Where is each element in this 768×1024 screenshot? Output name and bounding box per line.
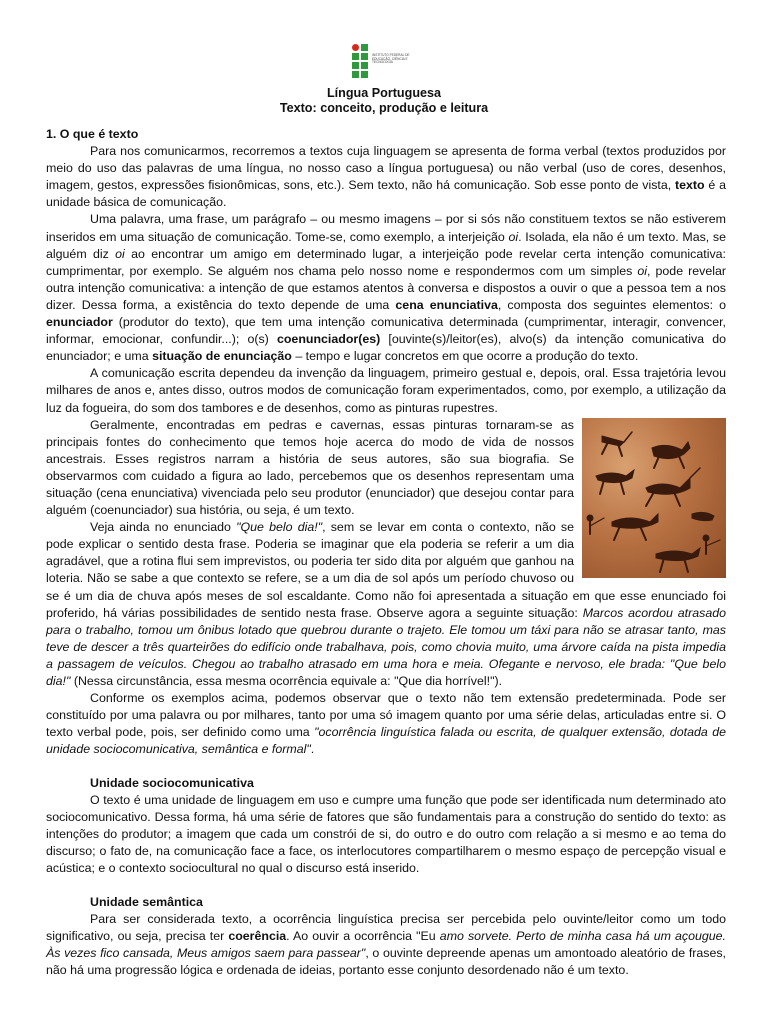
cave-painting-figure xyxy=(582,418,726,578)
document-body xyxy=(46,126,726,980)
institution-text: INSTITUTO FEDERAL DE EDUCAÇÃO, CIÊNCIA E TECNOLOGIA xyxy=(372,53,410,65)
section-heading-sociocommunicative: Unidade sociocomunicativa xyxy=(90,775,254,790)
paragraph-semantic: Para ser considerada texto, a ocorrência linguística precisa ser percebida pelo ouvinte/leitor como um todo significativo, ou seja, precisa ter coerência. Ao ouvir a ocorrência "Eu amo sorvete. Perto de minha casa há um açougue. Às vezes fico cansada, Meus amigos saem para passear", o ouvinte depreende apenas um amontoado aleatório de frases, não há uma progressão lógica e ordenada de ideias, portanto esse conjunto desordenado não é um texto. xyxy=(46,912,727,978)
topic-title: Texto: conceito, produção e leitura xyxy=(279,101,489,115)
cave-painting-icon xyxy=(582,418,726,578)
subject-title: Língua Portuguesa xyxy=(326,86,442,100)
paragraph-1: Para nos comunicarmos, recorremos a textos cuja linguagem se apresenta de forma verbal (textos produzidos por meio do uso das palavras de uma língua, no nosso caso a língua portuguesa) ou não verbal (uso de cores, desenhos, imagem, gestos, expressões fisionômicas, sons, etc.). Sem texto, não há comunicação. Sob esse ponto de vista, texto é a unidade básica de comunicação. xyxy=(46,144,726,210)
paragraph-sociocommunicative: O texto é uma unidade de linguagem em uso e cumpre uma função que pode ser identificada num determinado ato sociocomunicativo. Dessa forma, há uma série de fatores que são fundamentais para a construção do sentido do texto: as intenções do produtor; a imagem que cada um constrói de si, do outro e do outro com relação a si mesmo e ao tema do discurso; o fato de, na comunicação face a face, os interlocutores compartilharem o mesmo espaço de percepção visual e acústica; e o contexto sociocultural no qual o discurso está inserido. xyxy=(46,793,726,876)
document-header xyxy=(0,86,768,116)
institution-logo xyxy=(352,44,416,84)
section-heading-semantic: Unidade semântica xyxy=(90,895,203,910)
section-heading-what-is-text: 1. O que é texto xyxy=(46,127,139,141)
paragraph-2: Uma palavra, uma frase, um parágrafo – ou mesmo imagens – por si sós não constituem textos se não estiverem inseridos em uma situação de comunicação. Tome-se, como exemplo, a interjeição oi. Isolada, ela não é um texto. Mas, se alguém diz oi ao encontrar um amigo em determinado lugar, a interjeição pode revelar certa intenção comunicativa: cumprimentar, por exemplo. Se alguém nos chama pelo nosso nome e respondermos com um simples oi, pode revelar outra intenção comunicativa: a intenção de que estamos atentos à conversa e dispostos a ouvir o que a pessoa tem a nos dizer. Dessa forma, a existência do texto depende de uma cena enunciativa, composta dos seguintes elementos: o enunciador (produtor do texto), que tem uma intenção comunicativa determinada (cumprimentar, interagir, convencer, informar, emocionar, confundir...); o(s) coenunciador(es) [ouvinte(s)/leitor(es), alvo(s) da intenção comunicativa do enunciador; e uma situação de enunciação – tempo e lugar concretos em que ocorre a produção do texto. xyxy=(46,212,727,364)
paragraph-5: Veja ainda no enunciado "Que belo dia!", sem se levar em conta o contexto, não se pode explicar o sentido desta frase. Poderia se imaginar que ela poderia se referir a um dia agradável, que a rotina flui sem imprevistos, ou poderia ter sido dita por alguém que ganhou na loteria. Não se sabe a que contexto se refere, se a um dia de sol após um período chuvoso ou se é um dia de chuva após meses de sol escaldante. Como não foi apresentada a situação em que esse enunciado foi proferido, há várias possibilidades de sentido nesta frase. Observe agora a seguinte situação: Marcos acordou atrasado para o trabalho, tomou um ônibus lotado que quebrou durante o trajeto. Ele tomou um táxi para não se atrasar tanto, mas teve de descer a três quarteirões do edifício onde trabalhava, pois, como chovia muito, uma árvore caída na pista impedia a passagem de veículos. Chegou ao trabalho atrasado em uma hora e meia. Ofegante e nervoso, ele brada: "Que belo dia!" (Nessa circunstância, essa mesma ocorrência equivale a: "Que dia horrível!"). xyxy=(46,520,726,688)
paragraph-6: Conforme os exemplos acima, podemos observar que o texto não tem extensão predeterminada. Pode ser constituído por uma palavra ou por milhares, tanto por uma só imagem quanto por uma série delas, articuladas entre si. O texto verbal pode, pois, ser definido como uma "ocorrência linguística falada ou escrita, de qualquer extensão, dotada de unidade sociocomunicativa, semântica e formal". xyxy=(46,691,726,757)
paragraph-3: A comunicação escrita dependeu da invenção da linguagem, primeiro gestual e, depois, oral. Essa trajetória levou milhares de anos e, antes disso, outros modos de comunicação foram experimentados, como, por exemplo, a utilização da luz da fogueira, do som dos tambores e de desenhos, como as pinturas rupestres. xyxy=(46,366,726,415)
paragraph-4: Geralmente, encontradas em pedras e cavernas, essas pinturas tornaram-se as principais fontes do conhecimento que temos hoje acerca do modo de vida de nossos ancestrais. Esses registros narram a história de seus autores, são sua biografia. Se observarmos com cuidado a figura ao lado, percebemos que os desenhos representam uma situação (cena enunciativa) vivenciada pelo seu produtor (enunciador) que desejou contar para alguém (coenunciador) sua história, ou seja, é um texto. xyxy=(46,417,574,518)
